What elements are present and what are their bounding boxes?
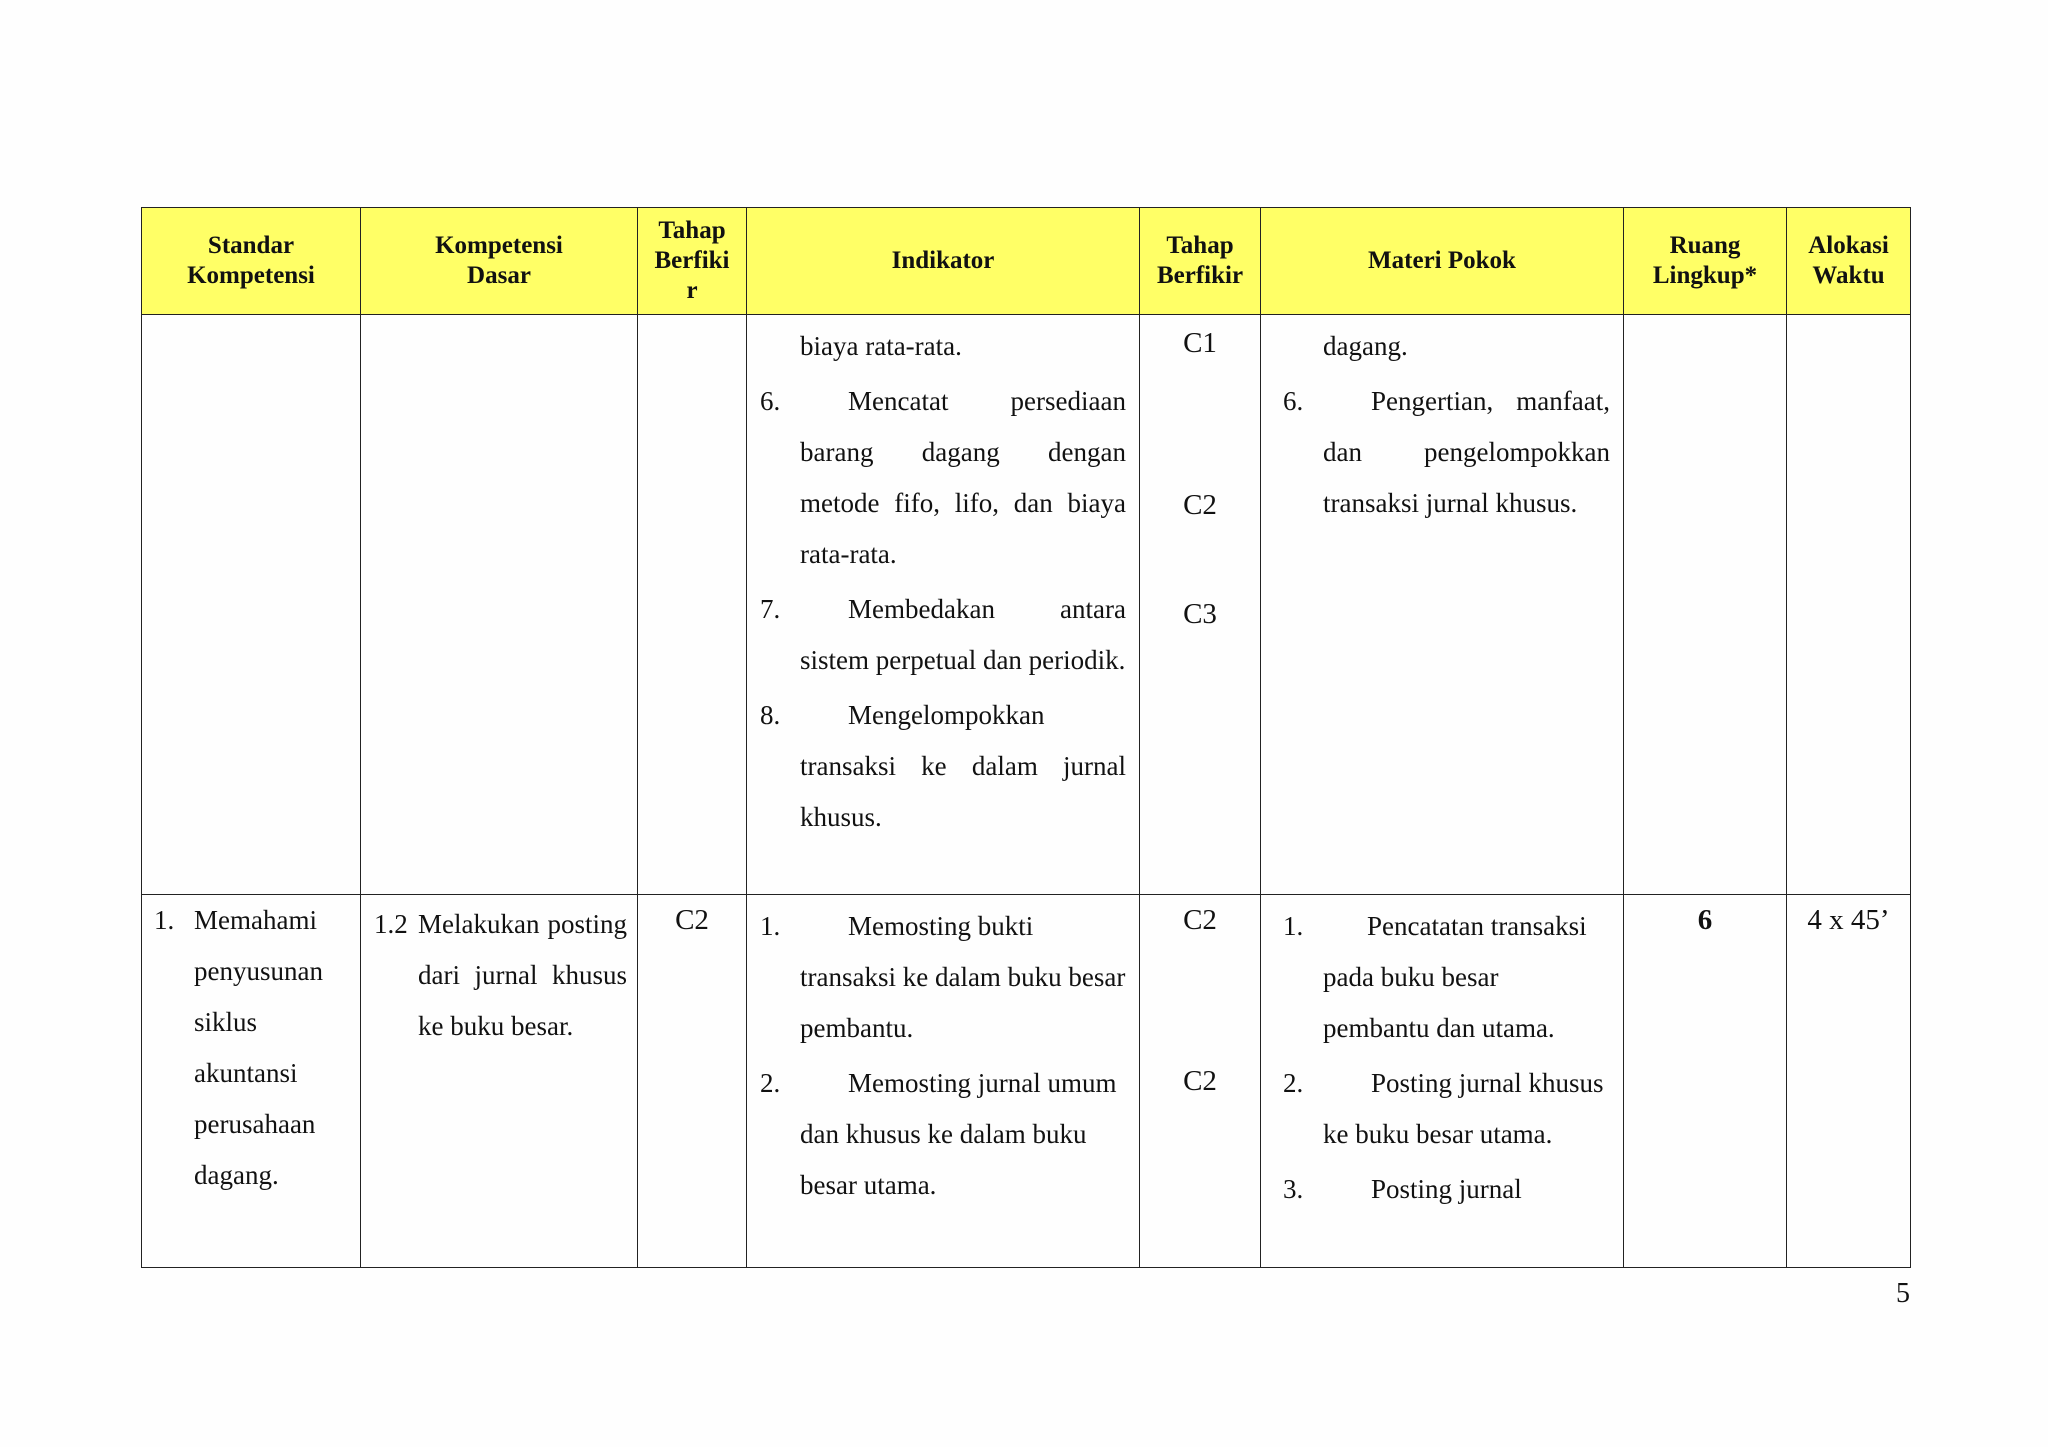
- kd-text: Melakukan posting dari jurnal khusus ke buku besar.: [418, 909, 627, 1041]
- list-item-number: 6.: [1283, 386, 1304, 416]
- list-item-number: 2.: [1283, 1068, 1304, 1098]
- cell-kompetensi-dasar: [361, 315, 638, 895]
- cell-ruang-lingkup: [1624, 895, 1787, 1268]
- list-item-text: Posting jurnal: [1371, 1174, 1522, 1204]
- list-item: [760, 1058, 1126, 1211]
- list-item: [760, 901, 1126, 1054]
- header-standar-kompetensi: Standar Kompetensi: [142, 208, 361, 315]
- cell-standar-kompetensi: [142, 315, 361, 895]
- sk-number: 1.: [154, 905, 175, 935]
- table-row: [142, 895, 1911, 1268]
- list-item-text: Pencatatan transaksi pada buku besar pembantu dan utama.: [1323, 911, 1587, 1043]
- header-alokasi-waktu: Alokasi Waktu: [1787, 208, 1911, 315]
- cell-tahap-berfikir-1: [638, 315, 747, 895]
- list-item-number: 7.: [760, 594, 781, 624]
- header-row: [142, 208, 1911, 315]
- list-item-text: Mengelompokkan transaksi ke dalam jurnal khusus.: [800, 700, 1126, 832]
- list-item: [1283, 901, 1610, 1054]
- list-item-text: Membedakan antara sistem perpetual dan periodik.: [800, 594, 1126, 675]
- cell-materi-pokok: [1261, 315, 1624, 895]
- tahap-label: C2: [675, 904, 709, 936]
- tahap-label: C2: [1183, 904, 1217, 936]
- list-item-text: Pengertian, manfaat, dan pengelompokkan transaksi jurnal khusus.: [1323, 386, 1610, 518]
- materi-continuation: dagang.: [1323, 331, 1408, 361]
- tahap-label: C2: [1183, 489, 1217, 521]
- list-item-text: Memosting jurnal umum dan khusus ke dalam buku besar utama.: [800, 1068, 1117, 1200]
- list-item: [1283, 376, 1610, 529]
- cell-ruang-lingkup: [1624, 315, 1787, 895]
- cell-indikator: [747, 895, 1140, 1268]
- sk-text: Memahami penyusunan siklus akuntansi perusahaan dagang.: [194, 905, 323, 1190]
- page-number: 5: [1896, 1278, 1910, 1309]
- list-item: [760, 690, 1126, 843]
- list-item-text: Posting jurnal khusus ke buku besar utama.: [1323, 1068, 1604, 1149]
- cell-alokasi-waktu: [1787, 315, 1911, 895]
- header-indikator: Indikator: [747, 208, 1140, 315]
- list-item-number: 1.: [1283, 911, 1304, 941]
- kd-number: 1.2: [374, 909, 408, 939]
- syllabus-table: [141, 207, 1911, 1268]
- cell-tahap-berfikir-2: [1140, 315, 1261, 895]
- cell-alokasi-waktu: [1787, 895, 1911, 1268]
- cell-tahap-berfikir-2: [1140, 895, 1261, 1268]
- cell-indikator: [747, 315, 1140, 895]
- cell-tahap-berfikir-1: [638, 895, 747, 1268]
- list-item-number: 3.: [1283, 1174, 1304, 1204]
- alokasi-waktu-value: 4 x 45’: [1807, 904, 1890, 936]
- cell-standar-kompetensi: [142, 895, 361, 1268]
- ruang-lingkup-value: 6: [1697, 904, 1713, 936]
- list-item: [760, 584, 1126, 686]
- table-row: [142, 315, 1911, 895]
- tahap-label: C2: [1183, 1065, 1217, 1097]
- header-tahap-berfikir-1: Tahap Berfiki r: [638, 208, 747, 315]
- cell-kompetensi-dasar: [361, 895, 638, 1268]
- list-item-number: 1.: [760, 911, 781, 941]
- list-item-text: Memosting bukti transaksi ke dalam buku besar pembantu.: [800, 911, 1126, 1043]
- list-item: [1283, 1164, 1610, 1215]
- list-item-text: Mencatat persediaan barang dagang dengan metode fifo, lifo, dan biaya rata-rata.: [800, 386, 1126, 569]
- list-item-number: 6.: [760, 386, 781, 416]
- header-tahap-berfikir-2: Tahap Berfikir: [1140, 208, 1261, 315]
- header-kompetensi-dasar: Kompetensi Dasar: [361, 208, 638, 315]
- header-materi-pokok: Materi Pokok: [1261, 208, 1624, 315]
- cell-materi-pokok: [1261, 895, 1624, 1268]
- header-ruang-lingkup: Ruang Lingkup*: [1624, 208, 1787, 315]
- list-item-number: 8.: [760, 700, 781, 730]
- list-item: [760, 376, 1126, 580]
- tahap-label: C1: [1183, 327, 1217, 359]
- indikator-continuation: biaya rata-rata.: [800, 331, 962, 361]
- list-item: [1283, 1058, 1610, 1160]
- list-item-number: 2.: [760, 1068, 781, 1098]
- tahap-label: C3: [1183, 598, 1217, 630]
